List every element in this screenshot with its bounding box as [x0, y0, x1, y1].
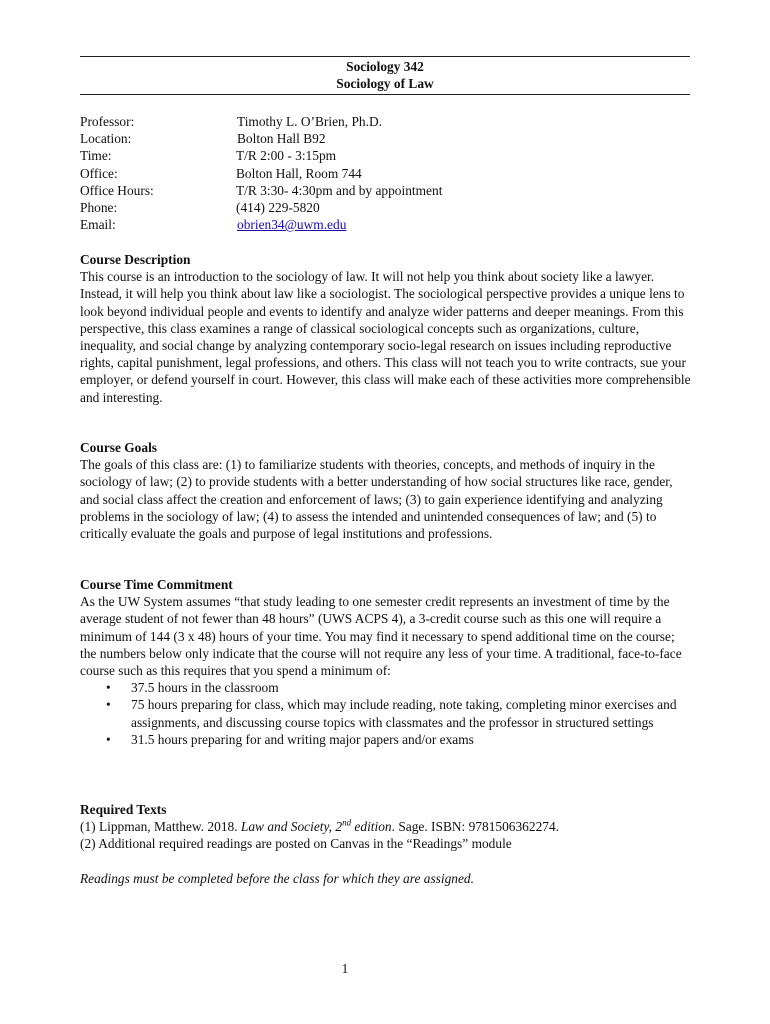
info-label: Office:: [80, 165, 118, 181]
time-commitment-list: [80, 679, 692, 748]
citation-suffix: . Sage. ISBN: 9781506362274.: [391, 819, 560, 835]
info-row-professor: [80, 113, 690, 130]
course-time-commitment-section: [80, 576, 692, 748]
course-code: Sociology 342: [346, 59, 424, 74]
list-item: [80, 679, 692, 696]
header-rule: [80, 94, 690, 95]
readings-note: [80, 870, 692, 887]
readings-note-text: Readings must be completed before the class for which they are assigned.: [80, 871, 474, 886]
info-label: Professor:: [80, 114, 135, 129]
bullet-icon: •: [106, 697, 111, 713]
info-label: Location:: [80, 131, 132, 147]
course-title: Sociology of Law: [336, 76, 434, 92]
required-text-2: (2) Additional required readings are posted on Canvas in the “Readings” module: [80, 836, 512, 852]
info-label: Phone:: [80, 199, 118, 215]
info-label: Email:: [80, 217, 116, 233]
edition-word: edition: [351, 819, 392, 835]
info-label: Time:: [80, 148, 112, 164]
info-row-office: [80, 165, 690, 182]
top-rule: [80, 56, 690, 57]
bullet-icon: •: [106, 731, 111, 747]
course-goals-section: [80, 439, 692, 542]
info-row-phone: [80, 199, 690, 216]
section-body: As the UW System assumes “that study leading to one semester credit represents an investment of time by the average student of not fewer than 48 hours” (UWS ACPS 4), a 3-credit course such as this one will require a minimum of 144 (3 x 48) hours of your time. You may find it necessary to spend additional time on the course; the numbers below only indicate that the course will not require any less of your time. A traditional, face-to-face course such as this requires that you spend a minimum of:: [80, 594, 682, 679]
email-link[interactable]: obrien34@uwm.edu: [237, 217, 347, 233]
info-row-email: [80, 216, 690, 233]
info-value: T/R 2:00 - 3:15pm: [236, 148, 337, 164]
section-heading: Required Texts: [80, 802, 167, 817]
info-value: Bolton Hall, Room 744: [236, 165, 362, 181]
info-label: Office Hours:: [80, 182, 154, 198]
section-body: The goals of this class are: (1) to familiarize students with theories, concepts, and methods of inquiry in the sociology of law; (2) to provide students with a better understanding of how social structures like race, gender, and social class affect the creation and enforcement of laws; (3) to gain experience identifying and analyzing problems in the sociology of law; (4) to assess the intended and unintended consequences of law; and (5) to critically evaluate the goals and purpose of legal institutions and professions.: [80, 457, 673, 542]
info-row-location: [80, 130, 690, 147]
section-heading: Course Goals: [80, 440, 157, 455]
book-title: Law and Society, 2: [240, 819, 343, 835]
course-description-section: [80, 251, 692, 406]
citation-prefix: (1) Lippman, Matthew. 2018.: [80, 819, 241, 835]
info-value: T/R 3:30- 4:30pm and by appointment: [236, 182, 443, 198]
section-heading: Course Time Commitment: [80, 577, 233, 592]
course-header: [80, 58, 690, 92]
list-item-text: 75 hours preparing for class, which may include reading, note taking, completing minor exercises and assignments, and discussing course topics with classmates and the professor in structured settings: [131, 697, 677, 730]
list-item-text: 37.5 hours in the classroom: [131, 680, 279, 696]
section-body: This course is an introduction to the sociology of law. It will not help you think about society like a lawyer. Instead, it will help you think about law like a sociologist. The sociological perspective provides a unique lens to look beyond individual people and events to identify and analyze wider patterns and deeper meanings. From this perspective, this class examines a range of classical sociological concepts such as organizations, culture, inequality, and social change by analyzing contemporary socio-legal research on issues including reproductive rights, capital punishment, legal professions, and others. This class will not teach you to write contracts, sue your employer, or defend yourself in court. However, this class will make each of these activities more comprehensible and interesting.: [80, 269, 691, 405]
info-row-office-hours: [80, 182, 690, 199]
info-value: Bolton Hall B92: [237, 131, 326, 147]
edition-superscript: nd: [342, 817, 352, 828]
info-value: Timothy L. O’Brien, Ph.D.: [237, 114, 382, 129]
list-item: [80, 696, 692, 730]
section-heading: Course Description: [80, 252, 191, 267]
bullet-icon: •: [106, 680, 111, 696]
list-item-text: 31.5 hours preparing for and writing major papers and/or exams: [131, 731, 474, 747]
info-row-time: [80, 147, 690, 164]
info-value: (414) 229-5820: [236, 199, 320, 215]
required-text-1: [80, 818, 692, 835]
list-item: [80, 731, 692, 748]
course-info: [80, 113, 690, 233]
required-texts-section: [80, 801, 692, 853]
page-number: 1: [341, 961, 349, 976]
